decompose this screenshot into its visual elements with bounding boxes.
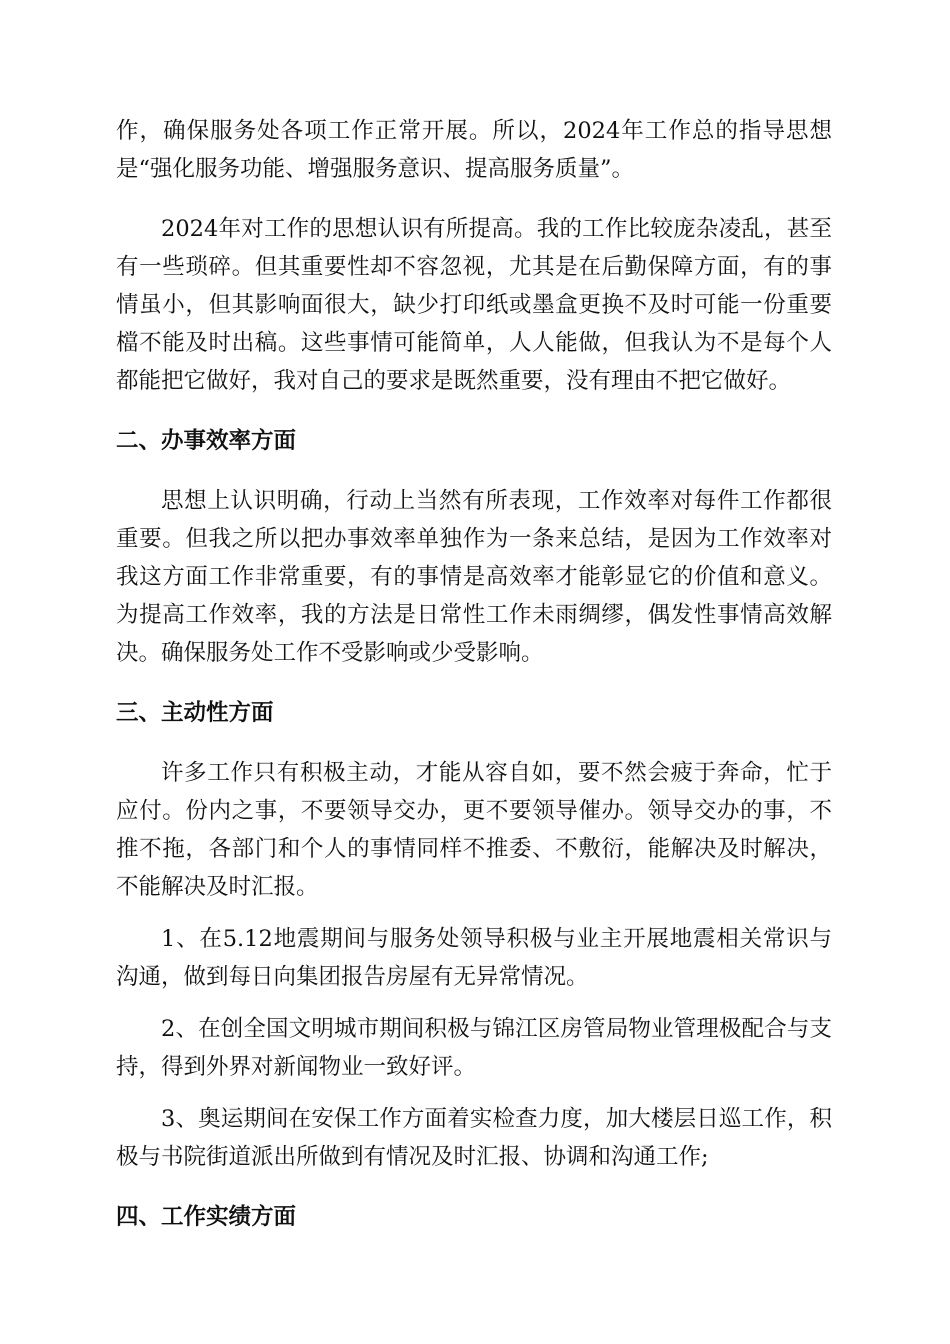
list-item-earthquake: 1、在5.12地震期间与服务处领导积极与业主开展地震相关常识与沟通，做到每日向集团报告房屋有无异常情况。 xyxy=(116,926,832,990)
section-heading-efficiency: 二、办事效率方面 xyxy=(116,428,297,454)
list-item-olympics: 3、奥运期间在安保工作方面着实检查力度，加大楼层日巡工作，积极与书院街道派出所做到有情况及时汇报、协调和沟通工作; xyxy=(116,1106,832,1170)
paragraph-efficiency: 思想上认识明确，行动上当然有所表现，工作效率对每件工作都很重要。但我之所以把办事效率单独作为一条来总结，是因为工作效率对我这方面工作非常重要，有的事情是高效率才能彰显它的价值和意义。为提高工作效率，我的方法是日常性工作未雨绸缪，偶发性事情高效解决。确保服务处工作不受影响或少受影响。 xyxy=(116,488,832,666)
section-heading-achievements: 四、工作实绩方面 xyxy=(116,1204,297,1230)
section-heading-initiative: 三、主动性方面 xyxy=(116,700,274,726)
list-item-civilized-city: 2、在创全国文明城市期间积极与锦江区房管局物业管理极配合与支持，得到外界对新闻物业一致好评。 xyxy=(116,1016,832,1080)
document-body xyxy=(116,112,832,1236)
paragraph-awareness: 2024年对工作的思想认识有所提高。我的工作比较庞杂凌乱，甚至有一些琐碎。但其重要性却不容忽视，尤其是在后勤保障方面，有的事情虽小，但其影响面很大，缺少打印纸或墨盒更换不及时可能一份重要檔不能及时出稿。这些事情可能简单，人人能做，但我认为不是每个人都能把它做好，我对自己的要求是既然重要，没有理由不把它做好。 xyxy=(116,216,832,394)
paragraph-guiding-idea: 作，确保服务处各项工作正常开展。所以，2024年工作总的指导思想是“强化服务功能、增强服务意识、提高服务质量”。 xyxy=(116,118,832,182)
paragraph-initiative: 许多工作只有积极主动，才能从容自如，要不然会疲于奔命，忙于应付。份内之事，不要领导交办，更不要领导催办。领导交办的事，不推不拖，各部门和个人的事情同样不推委、不敷衍，能解决及时解决，不能解决及时汇报。 xyxy=(116,760,832,900)
